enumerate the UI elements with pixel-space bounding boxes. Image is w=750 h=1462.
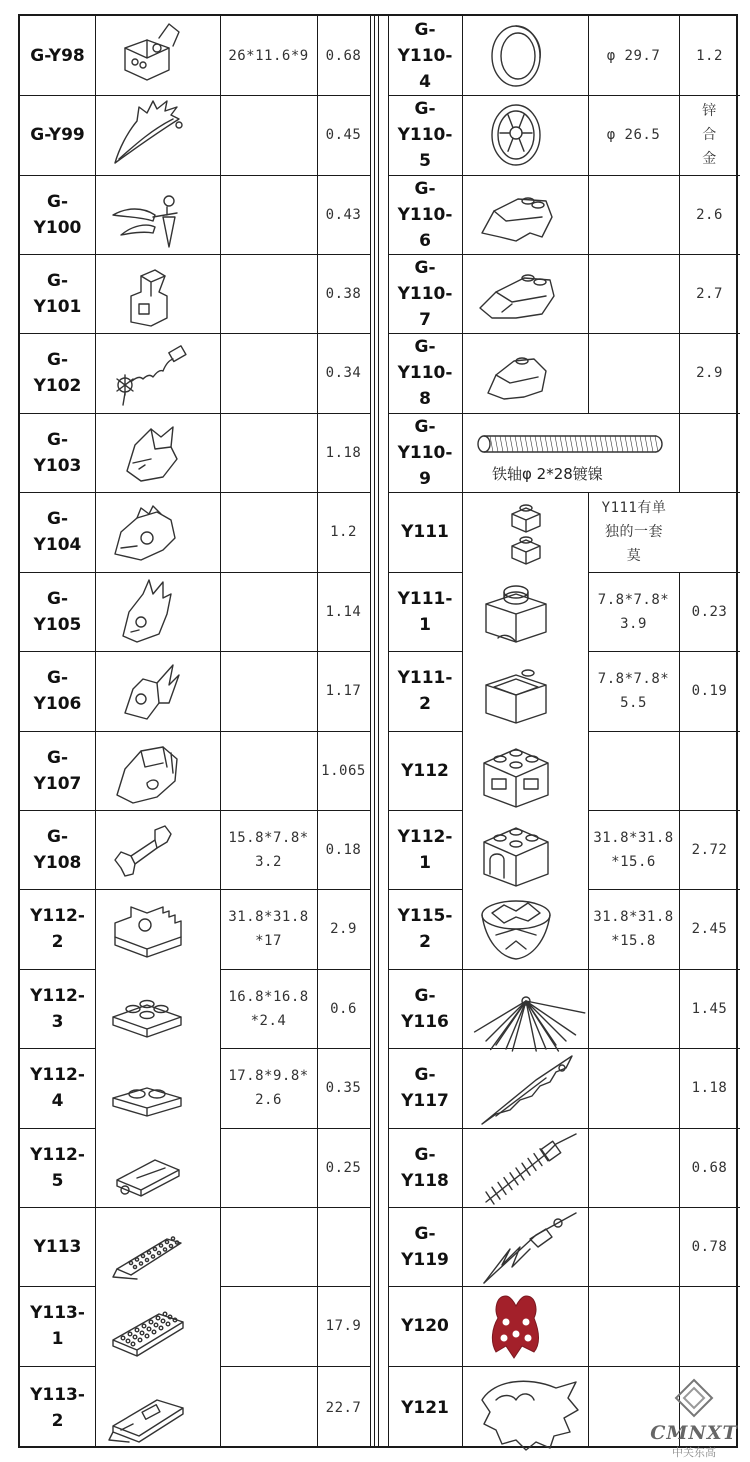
part-weight: 0.25 [325,1159,362,1176]
part-weight: 0.35 [325,1080,362,1096]
part-code: G- Y101 [33,270,82,317]
castle-base-part-icon [98,891,216,967]
car-body-b-part-icon [466,256,586,331]
axle-note: 铁轴φ 2*28镀镍 [492,465,603,483]
part-weight: 0.18 [325,841,362,858]
watermark-logo [646,1378,742,1460]
part-size [588,1048,679,1128]
part-weight: 1.17 [325,683,362,699]
part-weight: 2.72 [691,841,728,858]
part-weight: 锌 合 金 [702,103,717,167]
vehicle-chassis-part-icon [98,1209,216,1284]
part-size [588,333,679,413]
part-size [588,1286,679,1366]
part-code: G- Y110- 8 [397,337,453,409]
part-code: G- Y116 [401,985,449,1032]
leaf-shield-part-icon [466,1368,586,1448]
column-divider [378,16,379,1446]
part-code: G- Y117 [401,1065,449,1111]
part-code: G- Y110- 9 [397,416,453,489]
iron-axle-part-icon [466,417,678,461]
part-weight: 0.68 [325,47,362,64]
feather-fan-part-icon [466,971,586,1046]
column-divider [462,16,463,1446]
bone-part-icon [98,812,216,887]
part-code: G-Y99 [30,125,85,145]
part-code: Y112- 4 [30,1065,85,1111]
part-code: G- Y100 [33,191,82,238]
beast-mask-part-icon [98,494,216,570]
part-code: Y113- 1 [30,1303,85,1349]
part-weight: 1.2 [330,524,357,540]
part-code: G- Y104 [33,509,82,555]
part-size [588,969,679,1048]
part-code: G- Y102 [33,350,82,396]
part-size: φ 29.7 [606,47,661,64]
part-size [220,254,317,333]
part-note: Y111有单 独的一套 莫 [601,500,667,564]
part-weight: 2.6 [696,206,723,223]
red-mask-part-icon [466,1288,586,1364]
part-size [220,1286,317,1366]
part-weight: 0.38 [325,285,362,302]
part-weight: 2.7 [696,285,723,302]
part-code: Y112- 3 [30,985,85,1032]
part-size [220,333,317,413]
part-weight [317,1207,370,1286]
part-size: 31.8*31.8 *15.6 [593,829,674,870]
part-code: Y112 [401,760,449,781]
parts-table [18,14,738,1459]
chassis-frame-part-icon [98,1368,216,1448]
part-weight: 0.6 [330,1000,357,1017]
part-code: Y111 [401,522,449,542]
brick-pair-part-icon [466,494,586,570]
part-code: G- Y107 [33,747,82,794]
arch-box-part-icon [466,812,586,887]
watermark-gem-icon [646,1378,742,1422]
part-size [220,1128,317,1207]
helmet-mask-part-icon [98,415,216,490]
part-weight: 2.45 [691,921,728,937]
part-code: G- Y118 [401,1144,449,1191]
open-brick-part-icon [466,653,586,729]
crystal-bowl-part-icon [466,891,586,967]
part-code: Y111- 1 [397,588,453,635]
part-weight: 0.45 [325,127,362,143]
part-weight [679,1286,740,1366]
winged-mask-part-icon [98,653,216,729]
part-size: 31.8*31.8 *17 [228,909,309,949]
part-code: Y121 [401,1398,449,1418]
part-weight: 2.9 [696,365,723,381]
part-code: G- Y108 [33,826,82,873]
part-size [588,175,679,254]
part-weight: 0.23 [691,603,728,620]
part-weight: 17.9 [325,1318,362,1334]
car-body-a-part-icon [466,177,586,252]
part-weight: 0.78 [691,1238,728,1255]
part-size [588,731,679,810]
part-code: Y112- 2 [30,906,85,952]
part-weight: 1.065 [321,762,366,779]
part-code: G- Y110- 5 [397,99,453,171]
part-weight [679,492,740,572]
part-code: Y113- 2 [30,1385,85,1431]
part-code: Y112- 1 [397,826,453,873]
part-size: 26*11.6*9 [228,47,309,64]
part-size [588,254,679,333]
part-weight: 0.43 [325,206,362,223]
jagged-sword-part-icon [466,1050,586,1126]
part-size [220,413,317,492]
claw-hand-part-icon [98,177,216,252]
part-size: 7.8*7.8* 5.5 [597,671,670,711]
feather-mask-part-icon [98,574,216,649]
part-code: G- Y106 [33,668,82,714]
part-code: Y120 [401,1316,449,1336]
part-weight: 1.45 [691,1000,728,1017]
part-code: Y111- 2 [397,668,453,714]
part-code: G- Y105 [33,588,82,635]
part-weight: 1.14 [325,603,362,620]
saw-blade-part-icon [466,1130,586,1205]
plate-1x2-part-icon [98,1050,216,1126]
part-code: Y113 [33,1236,82,1257]
wheel-rim-part-icon [466,97,586,173]
part-weight: 0.68 [691,1159,728,1176]
cube-box-part-icon [466,733,586,808]
part-size [220,1366,317,1450]
part-weight: 22.7 [325,1400,362,1416]
part-size: 31.8*31.8 *15.8 [593,909,674,949]
trident-spear-part-icon [466,1209,586,1284]
tire-ring-part-icon [466,18,586,93]
part-size: 15.8*7.8* 3.2 [228,829,309,870]
car-body-c-part-icon [466,335,586,411]
part-size [220,651,317,731]
part-weight: 0.19 [691,683,728,699]
hinge-tile-part-icon [98,1130,216,1205]
brick-1x1-part-icon [466,574,586,649]
part-weight: 1.18 [325,444,362,461]
part-size: 7.8*7.8* 3.9 [597,591,670,632]
column-divider [374,16,375,1446]
part-size [588,1207,679,1286]
skull-mask-part-icon [98,733,216,808]
part-size [220,572,317,651]
part-size [220,492,317,572]
part-weight: 1.2 [696,47,723,64]
chain-flail-part-icon [98,335,216,411]
part-code: G- Y103 [33,429,82,476]
part-code: G- Y119 [401,1223,449,1270]
part-weight: 2.9 [330,921,357,937]
column-divider [370,16,371,1446]
part-size [220,1207,317,1286]
chassis-plate-part-icon [98,1288,216,1364]
part-weight: 1.18 [691,1080,728,1096]
part-code: G- Y110- 6 [397,178,453,251]
part-size: 17.8*9.8* 2.6 [228,1068,309,1108]
part-size [220,95,317,175]
part-code: G- Y110- 7 [397,257,453,330]
angled-bracket-part-icon [98,256,216,331]
part-size: 16.8*16.8 *2.4 [228,988,309,1029]
part-code: G- Y110- 4 [397,19,453,92]
part-size: φ 26.5 [606,127,661,143]
plate-2x2-part-icon [98,971,216,1046]
part-code: Y112- 5 [30,1144,85,1191]
watermark-text: CMNXT [650,1422,738,1444]
part-weight [679,731,740,810]
part-size [220,731,317,810]
watermark-subtext: 中关东高 [672,1446,716,1459]
part-weight: 0.34 [325,365,362,381]
spiked-blade-part-icon [98,97,216,173]
part-size [220,175,317,254]
bracket-clip-part-icon [98,18,216,93]
part-code: Y115- 2 [397,906,453,952]
part-weight [679,413,740,492]
part-code: G-Y98 [30,45,85,66]
part-size [588,1128,679,1207]
